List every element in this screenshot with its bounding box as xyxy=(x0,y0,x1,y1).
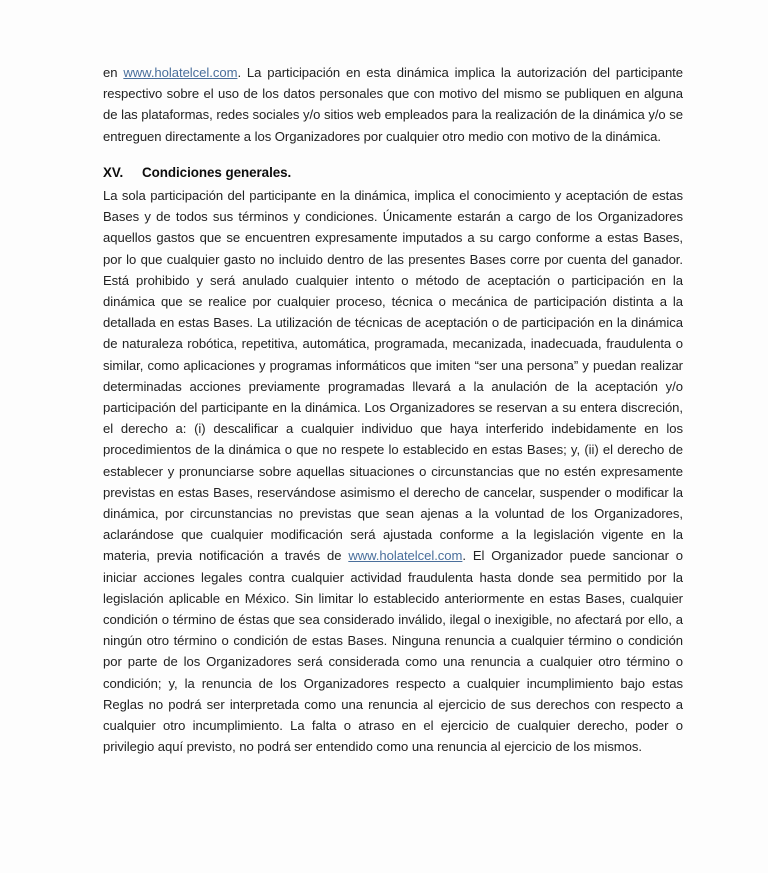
document-content xyxy=(103,62,683,758)
section-heading-condiciones-generales xyxy=(103,147,683,185)
section-body-paragraph xyxy=(103,185,683,757)
intro-text-after-link: . La participación en esta dinámica implica la autorización del participante respectivo sobre el uso de los datos personales que con motivo del mismo se publiquen en alguna de las plataformas, redes sociales y/o sitios web empleados para la realización de la dinámica y/o se entreguen directamente a los Organizadores por cualquier otro medio con motivo de la dinámica. xyxy=(103,65,683,144)
holatelcel-link-2[interactable]: www.holatelcel.com xyxy=(348,548,463,564)
intro-text-before-link: en xyxy=(103,65,124,80)
section-body-after-link: . El Organizador puede sancionar o iniciar acciones legales contra cualquier actividad fraudulenta hasta donde sea permitido por la legislación aplicable en México. Sin limitar lo establecido anteriormente en estas Bases, cualquier condición o término de éstas que sea considerado inválido, ilegal o inexigible, no afectará por ello, a ningún otro término o condición de estas Bases. Ninguna renuncia a cualquier término o condición por parte de los Organizadores será considerada como una renuncia a cualquier otro término o condición; y, la renuncia de los Organizadores respecto a cualquier incumplimiento bajo estas Reglas no podrá ser interpretada como una renuncia al ejercicio de sus derechos con respecto a cualquier otro incumplimiento. La falta o atraso en el ejercicio de cualquier derecho, poder o privilegio aquí previsto, no podrá ser entendido como una renuncia al ejercicio de los mismos. xyxy=(103,548,683,755)
section-body-before-link: La sola participación del participante en la dinámica, implica el conocimiento y aceptación de estas Bases y de todos sus términos y condiciones. Únicamente estarán a cargo de los Organizadores aquellos gastos que se encuentren expresamente imputados a su cargo conforme a estas Bases, por lo que cualquier gasto no incluido dentro de las presentes Bases corre por cuenta del ganador. Está prohibido y será anulado cualquier intento o método de aceptación o participación en la dinámica que se realice por cualquier proceso, técnica o mecánica de participación distinta a la detallada en estas Bases. La utilización de técnicas de aceptación o de participación en la dinámica de naturaleza robótica, repetitiva, automática, programada, mecanizada, inadecuada, fraudulenta o similar, como aplicaciones y programas informáticos que imiten “ser una persona” y puedan realizar determinadas acciones previamente programadas llevará a la anulación de la aceptación y/o participación del participante en la dinámica. Los Organizadores se reservan a su entera discreción, el derecho a: (i) descalificar a cualquier individuo que haya interferido indebidamente en los procedimientos de la dinámica o que no respete lo establecido en estas Bases; y, (ii) el derecho de establecer y pronunciarse sobre aquellas situaciones o circunstancias que no estén expresamente previstas en estas Bases, reservándose asimismo el derecho de cancelar, suspender o modificar la dinámica, por circunstancias no previstas que sean ajenas a la voluntad de los Organizadores, aclarándose que cualquier modificación será ajustada conforme a la legislación vigente en la materia, previa notificación a través de xyxy=(103,188,683,564)
holatelcel-link-1[interactable]: www.holatelcel.com xyxy=(123,65,238,80)
intro-paragraph xyxy=(103,62,683,147)
section-title: Condiciones generales. xyxy=(142,164,292,180)
section-numeral: XV. xyxy=(103,164,124,180)
